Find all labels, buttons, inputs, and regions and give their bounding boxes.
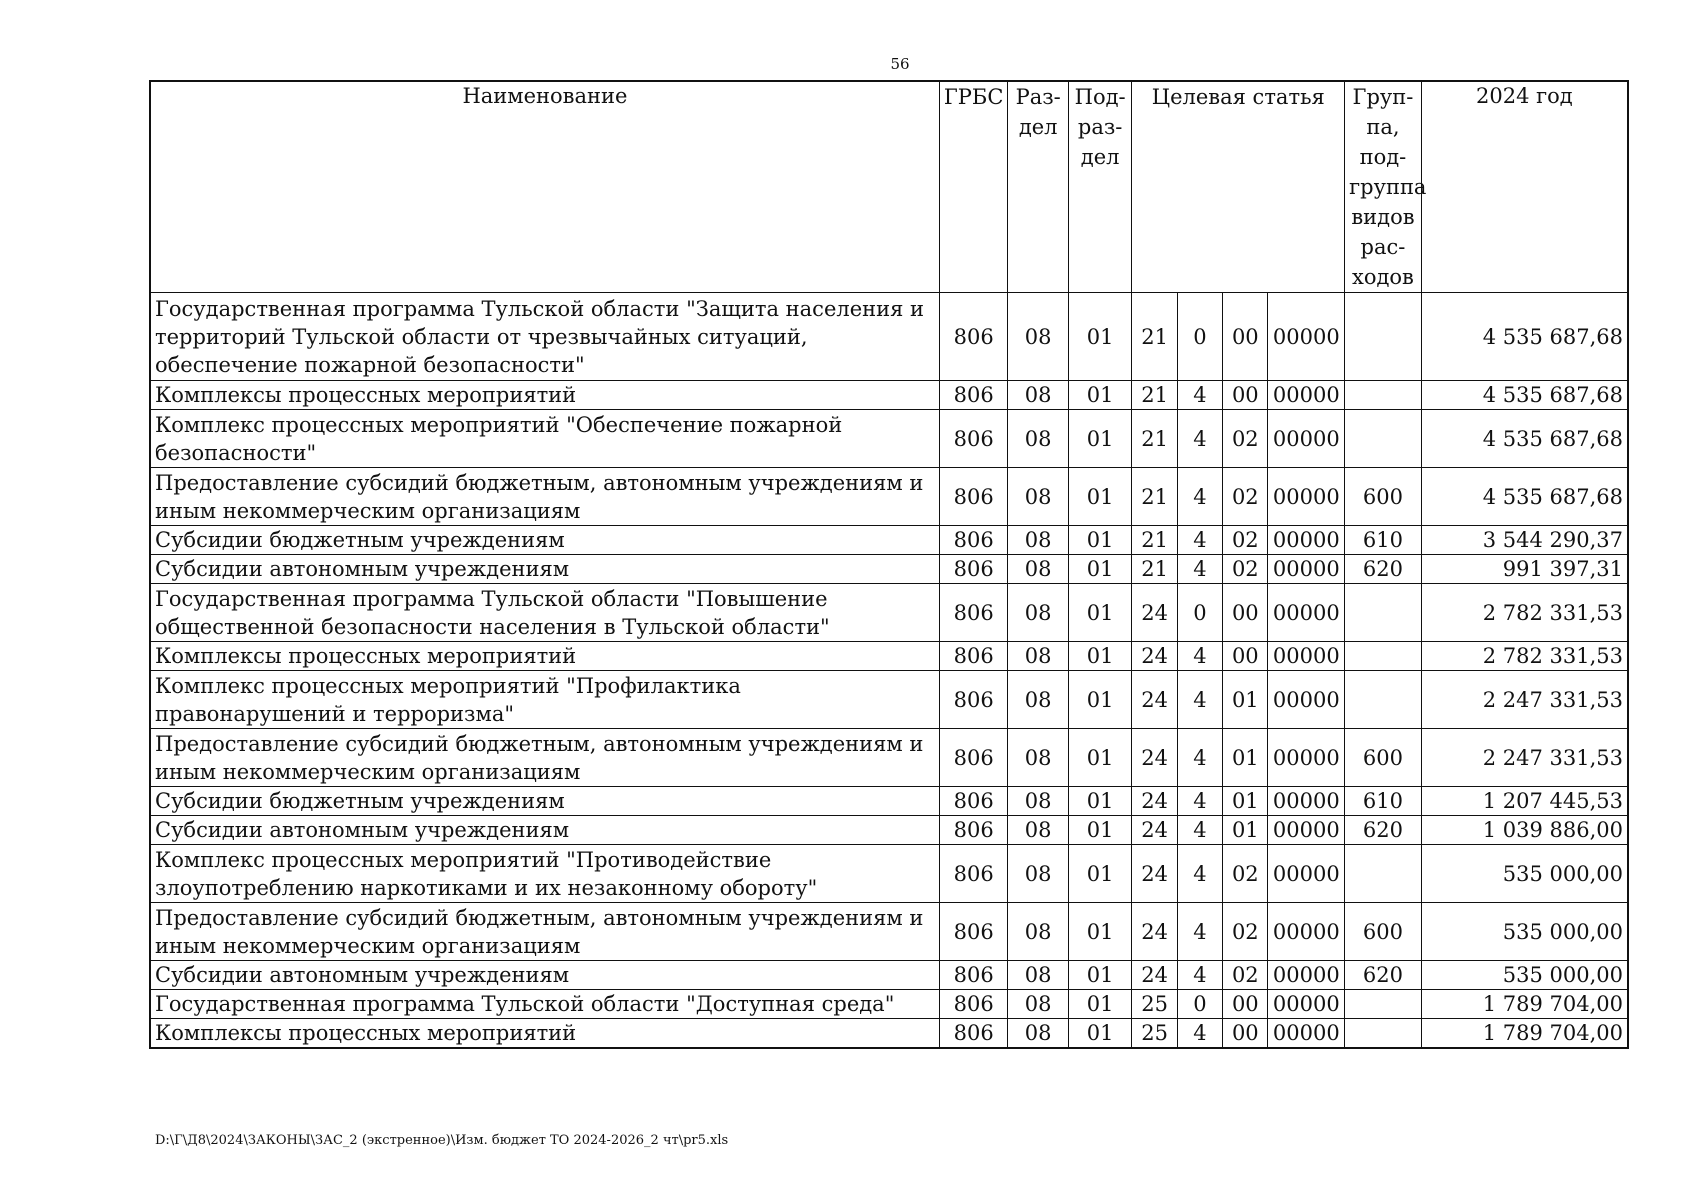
- row-target-direction: 00000: [1268, 410, 1345, 468]
- row-razdel: 08: [1008, 555, 1068, 584]
- table-row: [150, 845, 1628, 903]
- header-expense-group: Груп- па, под- группа видов рас- ходов: [1345, 81, 1422, 293]
- row-target-type: 4: [1177, 845, 1222, 903]
- row-expense-group: 610: [1345, 526, 1422, 555]
- row-name: Предоставление субсидий бюджетным, автономным учреждениям и иным некоммерческим организациям: [150, 468, 939, 526]
- row-target-direction: 00000: [1268, 555, 1345, 584]
- row-razdel: 08: [1008, 845, 1068, 903]
- row-target-program: 21: [1132, 555, 1177, 584]
- row-amount: 535 000,00: [1421, 961, 1628, 990]
- row-target-program: 24: [1132, 961, 1177, 990]
- row-target-complex: 00: [1223, 642, 1268, 671]
- row-expense-group: 620: [1345, 816, 1422, 845]
- row-expense-group: [1345, 293, 1422, 381]
- row-target-program: 21: [1132, 526, 1177, 555]
- row-target-type: 0: [1177, 584, 1222, 642]
- row-name: Комплексы процессных мероприятий: [150, 381, 939, 410]
- header-podrazdel: Под- раз- дел: [1068, 81, 1132, 293]
- table-row: [150, 729, 1628, 787]
- row-expense-group: 620: [1345, 555, 1422, 584]
- row-target-complex: 00: [1223, 1019, 1268, 1049]
- row-grbs: 806: [939, 787, 1008, 816]
- row-target-complex: 02: [1223, 961, 1268, 990]
- row-target-complex: 01: [1223, 729, 1268, 787]
- row-target-direction: 00000: [1268, 381, 1345, 410]
- row-target-type: 0: [1177, 990, 1222, 1019]
- row-razdel: 08: [1008, 293, 1068, 381]
- row-amount: 4 535 687,68: [1421, 468, 1628, 526]
- row-podrazdel: 01: [1068, 816, 1132, 845]
- header-year: 2024 год: [1421, 81, 1628, 293]
- row-name: Государственная программа Тульской области "Защита населения и территорий Тульской области от чрезвычайных ситуаций, обеспечение пожарной безопасности": [150, 293, 939, 381]
- row-grbs: 806: [939, 903, 1008, 961]
- row-grbs: 806: [939, 816, 1008, 845]
- row-name: Субсидии бюджетным учреждениям: [150, 526, 939, 555]
- row-name: Государственная программа Тульской области "Повышение общественной безопасности населения в Тульской области": [150, 584, 939, 642]
- row-razdel: 08: [1008, 787, 1068, 816]
- row-target-complex: 00: [1223, 990, 1268, 1019]
- row-razdel: 08: [1008, 961, 1068, 990]
- row-podrazdel: 01: [1068, 293, 1132, 381]
- row-podrazdel: 01: [1068, 729, 1132, 787]
- row-target-program: 21: [1132, 293, 1177, 381]
- row-grbs: 806: [939, 293, 1008, 381]
- row-target-direction: 00000: [1268, 816, 1345, 845]
- row-amount: 1 789 704,00: [1421, 990, 1628, 1019]
- row-name: Предоставление субсидий бюджетным, автономным учреждениям и иным некоммерческим организациям: [150, 903, 939, 961]
- row-podrazdel: 01: [1068, 787, 1132, 816]
- row-expense-group: [1345, 845, 1422, 903]
- row-target-program: 24: [1132, 642, 1177, 671]
- row-name: Субсидии автономным учреждениям: [150, 555, 939, 584]
- row-target-direction: 00000: [1268, 526, 1345, 555]
- row-target-direction: 00000: [1268, 729, 1345, 787]
- row-target-complex: 01: [1223, 787, 1268, 816]
- row-target-complex: 02: [1223, 410, 1268, 468]
- row-grbs: 806: [939, 961, 1008, 990]
- row-name: Предоставление субсидий бюджетным, автономным учреждениям и иным некоммерческим организациям: [150, 729, 939, 787]
- row-target-direction: 00000: [1268, 642, 1345, 671]
- row-amount: 2 247 331,53: [1421, 671, 1628, 729]
- row-podrazdel: 01: [1068, 410, 1132, 468]
- table-row: [150, 584, 1628, 642]
- row-amount: 2 782 331,53: [1421, 642, 1628, 671]
- row-target-complex: 02: [1223, 845, 1268, 903]
- row-target-type: 0: [1177, 293, 1222, 381]
- row-target-direction: 00000: [1268, 293, 1345, 381]
- row-expense-group: [1345, 584, 1422, 642]
- row-amount: 1 789 704,00: [1421, 1019, 1628, 1049]
- row-target-type: 4: [1177, 555, 1222, 584]
- row-target-direction: 00000: [1268, 903, 1345, 961]
- row-podrazdel: 01: [1068, 1019, 1132, 1049]
- row-expense-group: [1345, 671, 1422, 729]
- row-name: Субсидии автономным учреждениям: [150, 961, 939, 990]
- row-target-program: 24: [1132, 845, 1177, 903]
- table-row: [150, 642, 1628, 671]
- row-expense-group: 600: [1345, 468, 1422, 526]
- row-expense-group: [1345, 381, 1422, 410]
- row-target-complex: 02: [1223, 903, 1268, 961]
- row-target-complex: 01: [1223, 816, 1268, 845]
- budget-table: [149, 80, 1629, 1049]
- header-grbs: ГРБС: [939, 81, 1008, 293]
- row-expense-group: [1345, 642, 1422, 671]
- row-razdel: 08: [1008, 381, 1068, 410]
- row-name: Субсидии бюджетным учреждениям: [150, 787, 939, 816]
- row-target-type: 4: [1177, 729, 1222, 787]
- row-expense-group: 620: [1345, 961, 1422, 990]
- table-row: [150, 526, 1628, 555]
- row-grbs: 806: [939, 990, 1008, 1019]
- row-podrazdel: 01: [1068, 671, 1132, 729]
- row-razdel: 08: [1008, 1019, 1068, 1049]
- row-amount: 991 397,31: [1421, 555, 1628, 584]
- row-target-program: 21: [1132, 468, 1177, 526]
- row-razdel: 08: [1008, 671, 1068, 729]
- row-target-complex: 02: [1223, 468, 1268, 526]
- row-name: Комплекс процессных мероприятий "Противодействие злоупотреблению наркотиками и их незаконному обороту": [150, 845, 939, 903]
- table-row: [150, 468, 1628, 526]
- row-target-type: 4: [1177, 381, 1222, 410]
- header-name: Наименование: [150, 81, 939, 293]
- row-target-type: 4: [1177, 468, 1222, 526]
- row-grbs: 806: [939, 1019, 1008, 1049]
- row-target-direction: 00000: [1268, 1019, 1345, 1049]
- row-target-direction: 00000: [1268, 990, 1345, 1019]
- row-target-direction: 00000: [1268, 845, 1345, 903]
- row-podrazdel: 01: [1068, 845, 1132, 903]
- row-podrazdel: 01: [1068, 526, 1132, 555]
- row-target-direction: 00000: [1268, 671, 1345, 729]
- row-target-direction: 00000: [1268, 787, 1345, 816]
- row-amount: 4 535 687,68: [1421, 293, 1628, 381]
- row-podrazdel: 01: [1068, 903, 1132, 961]
- row-target-program: 24: [1132, 584, 1177, 642]
- row-grbs: 806: [939, 410, 1008, 468]
- row-podrazdel: 01: [1068, 642, 1132, 671]
- row-name: Комплексы процессных мероприятий: [150, 1019, 939, 1049]
- header-razdel: Раз- дел: [1008, 81, 1068, 293]
- row-target-direction: 00000: [1268, 584, 1345, 642]
- table-row: [150, 381, 1628, 410]
- row-target-type: 4: [1177, 961, 1222, 990]
- row-target-complex: 02: [1223, 526, 1268, 555]
- table-row: [150, 410, 1628, 468]
- row-expense-group: [1345, 1019, 1422, 1049]
- row-amount: 4 535 687,68: [1421, 381, 1628, 410]
- table-row: [150, 671, 1628, 729]
- row-razdel: 08: [1008, 526, 1068, 555]
- row-grbs: 806: [939, 526, 1008, 555]
- row-target-type: 4: [1177, 526, 1222, 555]
- row-amount: 2 247 331,53: [1421, 729, 1628, 787]
- row-name: Комплексы процессных мероприятий: [150, 642, 939, 671]
- row-target-program: 25: [1132, 1019, 1177, 1049]
- row-expense-group: 610: [1345, 787, 1422, 816]
- row-target-type: 4: [1177, 787, 1222, 816]
- row-target-program: 21: [1132, 381, 1177, 410]
- row-target-complex: 00: [1223, 293, 1268, 381]
- row-target-complex: 00: [1223, 381, 1268, 410]
- row-podrazdel: 01: [1068, 584, 1132, 642]
- row-amount: 535 000,00: [1421, 903, 1628, 961]
- row-razdel: 08: [1008, 468, 1068, 526]
- row-razdel: 08: [1008, 584, 1068, 642]
- row-expense-group: 600: [1345, 729, 1422, 787]
- row-grbs: 806: [939, 642, 1008, 671]
- row-target-program: 24: [1132, 816, 1177, 845]
- row-target-complex: 00: [1223, 584, 1268, 642]
- row-name: Государственная программа Тульской области "Доступная среда": [150, 990, 939, 1019]
- row-target-program: 24: [1132, 729, 1177, 787]
- row-razdel: 08: [1008, 816, 1068, 845]
- row-target-type: 4: [1177, 903, 1222, 961]
- row-grbs: 806: [939, 381, 1008, 410]
- row-podrazdel: 01: [1068, 961, 1132, 990]
- row-razdel: 08: [1008, 990, 1068, 1019]
- page-number: 56: [890, 55, 910, 73]
- row-grbs: 806: [939, 729, 1008, 787]
- row-expense-group: [1345, 410, 1422, 468]
- row-razdel: 08: [1008, 903, 1068, 961]
- row-grbs: 806: [939, 468, 1008, 526]
- row-amount: 1 039 886,00: [1421, 816, 1628, 845]
- row-target-type: 4: [1177, 642, 1222, 671]
- table-header-row: [150, 81, 1628, 293]
- row-grbs: 806: [939, 671, 1008, 729]
- row-target-program: 21: [1132, 410, 1177, 468]
- table-row: [150, 990, 1628, 1019]
- table-row: [150, 903, 1628, 961]
- row-target-type: 4: [1177, 1019, 1222, 1049]
- table-row: [150, 1019, 1628, 1049]
- row-name: Комплекс процессных мероприятий "Профилактика правонарушений и терроризма": [150, 671, 939, 729]
- row-name: Субсидии автономным учреждениям: [150, 816, 939, 845]
- row-podrazdel: 01: [1068, 555, 1132, 584]
- table-row: [150, 555, 1628, 584]
- row-razdel: 08: [1008, 642, 1068, 671]
- file-path-footer: D:\Г\Д8\2024\ЗАКОНЫ\ЗАС_2 (экстренное)\Изм. бюджет ТО 2024-2026_2 чт\pr5.xls: [155, 1133, 729, 1148]
- row-target-program: 24: [1132, 671, 1177, 729]
- row-name: Комплекс процессных мероприятий "Обеспечение пожарной безопасности": [150, 410, 939, 468]
- table-row: [150, 816, 1628, 845]
- row-expense-group: [1345, 990, 1422, 1019]
- row-target-program: 25: [1132, 990, 1177, 1019]
- row-target-type: 4: [1177, 816, 1222, 845]
- row-target-program: 24: [1132, 903, 1177, 961]
- row-amount: 3 544 290,37: [1421, 526, 1628, 555]
- row-amount: 2 782 331,53: [1421, 584, 1628, 642]
- row-grbs: 806: [939, 584, 1008, 642]
- row-target-program: 24: [1132, 787, 1177, 816]
- row-grbs: 806: [939, 555, 1008, 584]
- table-row: [150, 961, 1628, 990]
- row-expense-group: 600: [1345, 903, 1422, 961]
- row-amount: 535 000,00: [1421, 845, 1628, 903]
- row-razdel: 08: [1008, 410, 1068, 468]
- table-row: [150, 787, 1628, 816]
- row-target-complex: 01: [1223, 671, 1268, 729]
- row-target-direction: 00000: [1268, 961, 1345, 990]
- header-target-article: Целевая статья: [1132, 81, 1345, 293]
- row-podrazdel: 01: [1068, 990, 1132, 1019]
- row-target-type: 4: [1177, 671, 1222, 729]
- row-podrazdel: 01: [1068, 381, 1132, 410]
- table-row: [150, 293, 1628, 381]
- row-target-type: 4: [1177, 410, 1222, 468]
- row-amount: 4 535 687,68: [1421, 410, 1628, 468]
- row-target-direction: 00000: [1268, 468, 1345, 526]
- row-razdel: 08: [1008, 729, 1068, 787]
- row-grbs: 806: [939, 845, 1008, 903]
- row-podrazdel: 01: [1068, 468, 1132, 526]
- row-amount: 1 207 445,53: [1421, 787, 1628, 816]
- row-target-complex: 02: [1223, 555, 1268, 584]
